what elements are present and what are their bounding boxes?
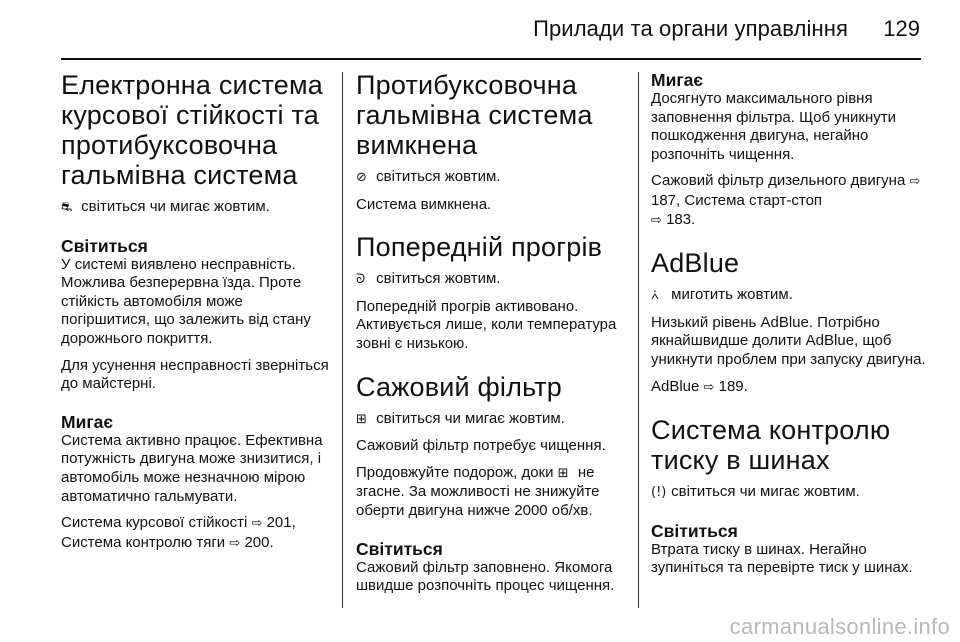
paragraph: Втрата тиску в шинах. Негайно зупиніться та перевірте тиск у шинах. — [651, 540, 913, 577]
reference-arrow-icon: ⇨ — [703, 379, 715, 395]
column-2 — [356, 70, 626, 604]
paragraph: Сажовий фільтр заповнено. Якомога швидше розпочніть процес чищення. — [356, 558, 615, 595]
reference-arrow-icon: ⇨ — [229, 535, 241, 551]
paragraph: Досягнуто максимального рівня заповнення фільтра. Щоб уникнути пошкодження двигуна, негайно розпочніть чищення. — [651, 90, 897, 163]
page-link[interactable]: 183. — [666, 210, 696, 228]
page-link[interactable]: 189. — [718, 377, 748, 395]
adblue-icon: ⩑ — [651, 288, 659, 304]
cross-reference: Система курсової стійкості ⇨ 201, Система контролю тяги ⇨ 200. — [61, 514, 296, 551]
paragraph: У системі виявлено несправність. Можлива безперервна їзда. Проте стійкість автомобіля може погіршитися, що залежить від стану дорожнього покриття. — [61, 255, 311, 347]
lit-subheading: Світиться — [61, 235, 148, 256]
column-divider — [638, 72, 639, 608]
paragraph: Низький рівень AdBlue. Потрібно якнайшвидше долити AdBlue, щоб уникнути проблем при запуску двигуна. — [651, 313, 926, 368]
glow-plug-icon: ᘐ — [356, 272, 366, 288]
paragraph: Попередній прогрів активовано. Активується лише, коли температура зовні є низькою. — [356, 297, 617, 352]
tire-pressure-icon: (!) — [651, 485, 667, 501]
preheat-indicator-line: ᘐ світиться жовтим. — [356, 270, 626, 290]
flash-subheading: Мигає — [61, 411, 114, 432]
tpms-indicator-line: (!) світиться чи мигає жовтим. — [651, 483, 929, 503]
watermark: carmanualsonline.info — [729, 614, 950, 639]
tcs-off-icon: ⊘ — [356, 170, 367, 185]
particle-filter-icon: ⊞ — [356, 411, 367, 427]
tcs-off-heading: Протибуксовочна гальмівна система вимкнена — [356, 70, 593, 160]
particle-filter-icon: ⊞ — [557, 465, 569, 481]
lit-subheading: Світиться — [356, 538, 443, 559]
reference-arrow-icon: ⇨ — [909, 174, 921, 190]
page-header — [0, 0, 960, 62]
adblue-indicator-line: ⩑ миготить жовтим. — [651, 286, 929, 306]
flash-subheading: Мигає — [651, 70, 704, 90]
lit-subheading: Світиться — [651, 520, 738, 541]
page-link[interactable]: 187, — [651, 191, 681, 209]
tpms-heading: Система контролю тиску в шинах — [651, 415, 891, 476]
dpf-heading: Сажовий фільтр — [356, 371, 563, 402]
reference-arrow-icon: ⇨ — [251, 516, 263, 532]
page-link[interactable]: 201, — [266, 514, 296, 532]
preheat-heading: Попередній прогрів — [356, 232, 603, 263]
cross-reference: Сажовий фільтр дизельного двигуна ⇨ 187, Система старт-стоп ⇨ 183. — [651, 172, 921, 228]
column-divider — [342, 72, 343, 608]
column-1 — [61, 70, 329, 561]
paragraph: Продовжуйте подорож, доки ⊞ не згасне. За можливості не знижуйте оберти двигуна нижче 2000 об/хв. — [356, 463, 600, 519]
page-link[interactable]: 200. — [244, 533, 274, 551]
esp-heading: Електронна система курсової стійкості та протибуксовочна гальмівна система — [61, 70, 323, 190]
page-number: 129 — [883, 16, 920, 41]
paragraph: Сажовий фільтр потребує чищення. — [356, 437, 606, 455]
tcs-indicator-line: ⊘ світиться жовтим. — [356, 168, 626, 188]
paragraph: Для усунення несправності зверніться до майстерні. — [61, 356, 329, 393]
cross-reference: AdBlue ⇨ 189. — [651, 377, 748, 395]
column-3 — [651, 70, 929, 586]
reference-arrow-icon: ⇨ — [651, 212, 662, 228]
paragraph: Система вимкнена. — [356, 195, 492, 213]
section-title: Прилади та органи управління — [533, 16, 848, 41]
header-divider — [61, 58, 921, 60]
paragraph: Система активно працює. Ефективна потужність двигуна може знизитися, і автомобіль може незначною мірою автоматично гальмувати. — [61, 431, 323, 505]
skid-icon: ⛐ — [61, 200, 73, 215]
dpf-indicator-line: ⊞ світиться чи мигає жовтим. — [356, 410, 626, 430]
adblue-heading: AdBlue — [651, 248, 740, 279]
esp-indicator-line: ⛐ світиться чи мигає жовтим. — [61, 198, 329, 218]
